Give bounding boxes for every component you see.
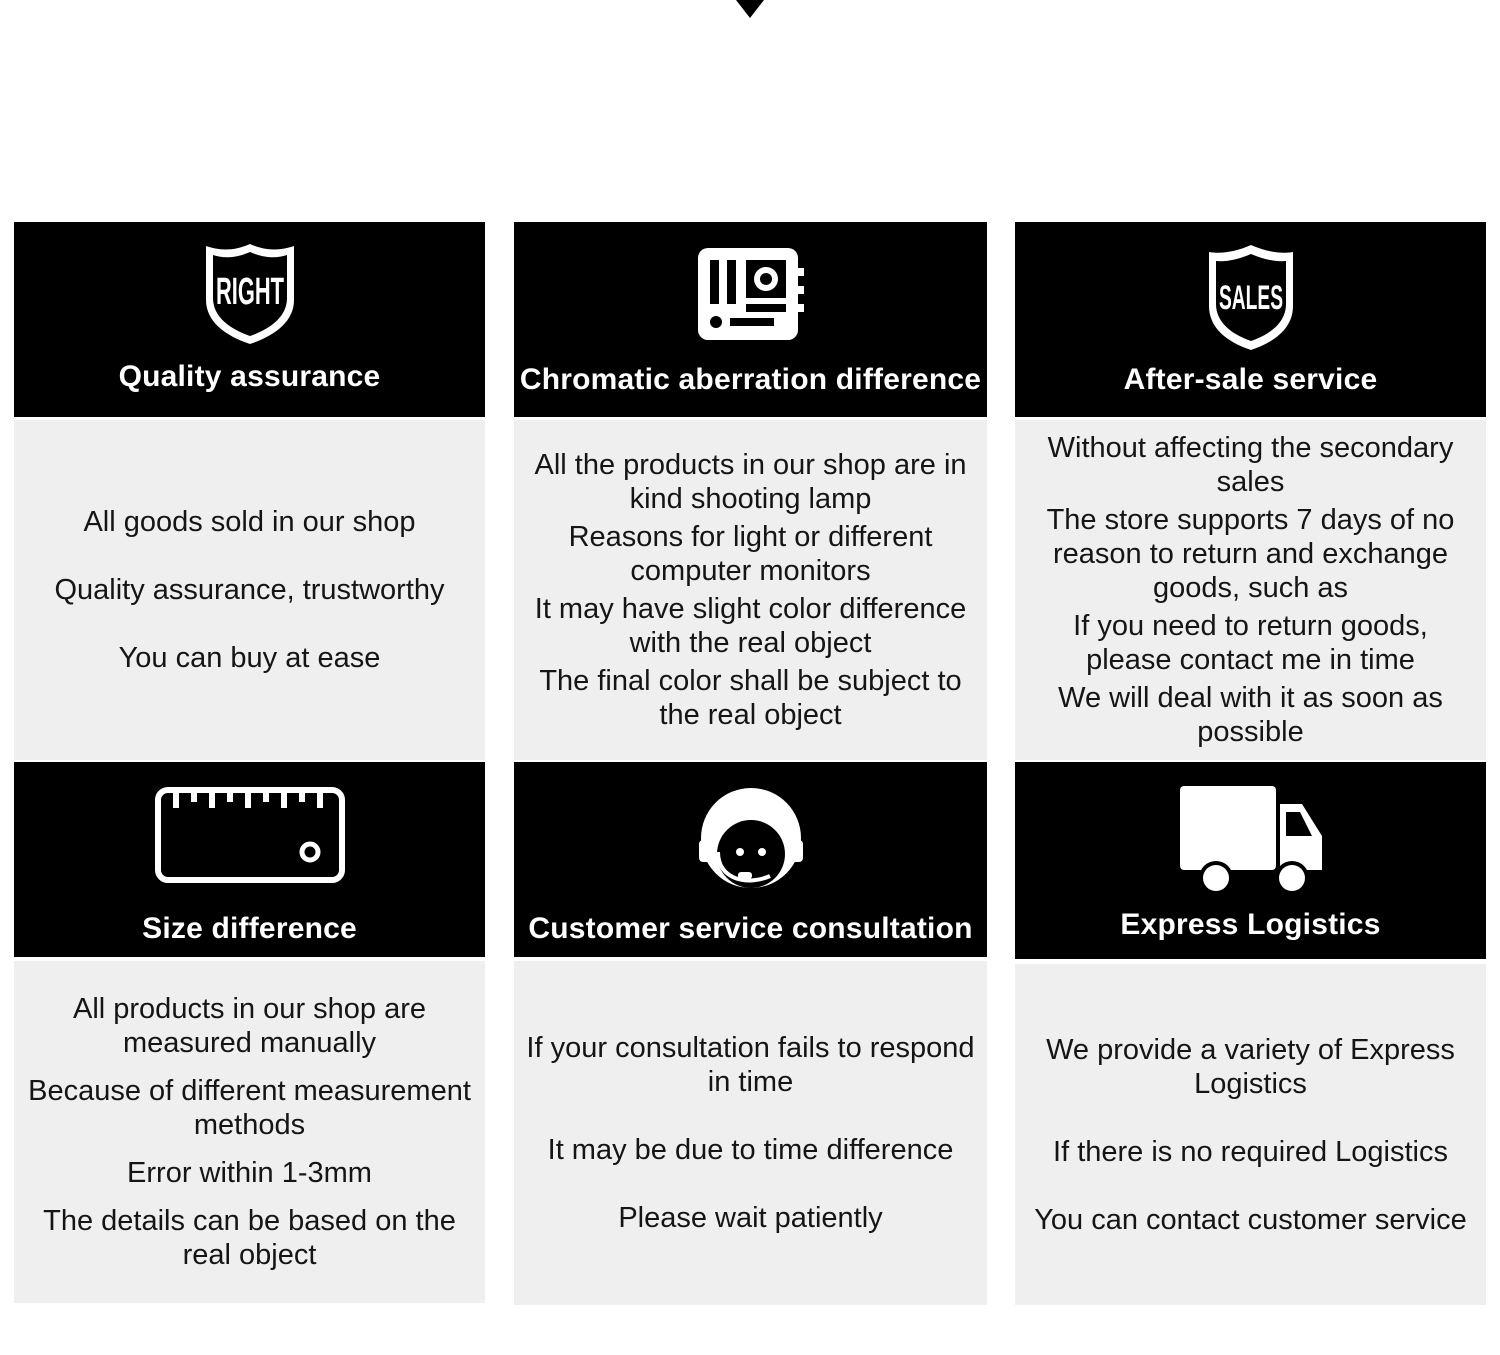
down-arrow-icon	[736, 0, 764, 18]
svg-text:SALES: SALES	[1218, 279, 1283, 317]
card-header	[1015, 222, 1486, 417]
card-header	[14, 762, 485, 957]
card-text-line: If there is no required Logistics	[1053, 1135, 1448, 1168]
card-body	[14, 961, 485, 1303]
card-after-sale-service	[1015, 222, 1486, 760]
card-body	[1015, 420, 1486, 760]
card-text-line: Quality assurance, trustworthy	[54, 574, 445, 606]
ruler-icon	[14, 786, 485, 884]
card-text-line: Because of different measurement methods	[28, 1075, 471, 1141]
card-body	[514, 420, 987, 760]
card-text-line: Without affecting the secondary sales	[1047, 432, 1454, 498]
card-quality-assurance	[14, 222, 485, 760]
card-size-difference	[14, 762, 485, 1303]
delivery-truck-icon	[1015, 784, 1486, 896]
card-text-line: The store supports 7 days of no reason to return and exchange goods, such as	[1046, 504, 1455, 604]
card-title: After-sale service	[1123, 363, 1378, 396]
card-header	[14, 222, 485, 417]
svg-text:RIGHT: RIGHT	[215, 271, 284, 313]
card-body	[1015, 964, 1486, 1305]
card-customer-service	[514, 762, 987, 1305]
card-text-line: We will deal with it as soon as possible	[1058, 682, 1443, 748]
card-text-line: Please wait patiently	[618, 1202, 883, 1234]
card-text-line: If you need to return goods, please contact me in time	[1073, 610, 1428, 676]
card-text-line: All the products in our shop are in kind shooting lamp	[534, 449, 967, 515]
card-title: Chromatic aberration difference	[519, 363, 982, 396]
card-text-line: All products in our shop are measured manually	[72, 993, 427, 1059]
circuit-board-icon	[514, 246, 987, 342]
shield-right-icon	[14, 240, 485, 346]
card-title: Size difference	[142, 912, 357, 945]
card-title: Customer service consultation	[528, 912, 973, 945]
card-text-line: We provide a variety of Express Logistics	[1046, 1033, 1455, 1100]
card-text-line: You can buy at ease	[118, 642, 381, 674]
card-header	[1015, 762, 1486, 959]
customer-service-agent-icon	[514, 782, 987, 892]
card-text-line: You can contact customer service	[1034, 1203, 1467, 1236]
card-text-line: If your consultation fails to respond in time	[526, 1032, 975, 1098]
card-express-logistics	[1015, 762, 1486, 1305]
card-body	[514, 961, 987, 1305]
shield-sales-icon	[1015, 242, 1486, 352]
card-header	[514, 762, 987, 957]
card-text-line: It may have slight color difference with the real object	[534, 593, 967, 659]
card-title: Quality assurance	[118, 360, 381, 393]
card-text-line: It may be due to time difference	[547, 1134, 954, 1166]
card-body	[14, 420, 485, 760]
card-chromatic-aberration	[514, 222, 987, 760]
card-text-line: Reasons for light or different computer monitors	[568, 521, 933, 587]
card-text-line: All goods sold in our shop	[83, 506, 416, 538]
card-text-line: The final color shall be subject to the real object	[539, 665, 962, 731]
card-text-line: The details can be based on the real object	[43, 1205, 456, 1271]
card-title: Express Logistics	[1120, 908, 1381, 941]
card-text-line: Error within 1-3mm	[127, 1157, 372, 1189]
card-header	[514, 222, 987, 417]
